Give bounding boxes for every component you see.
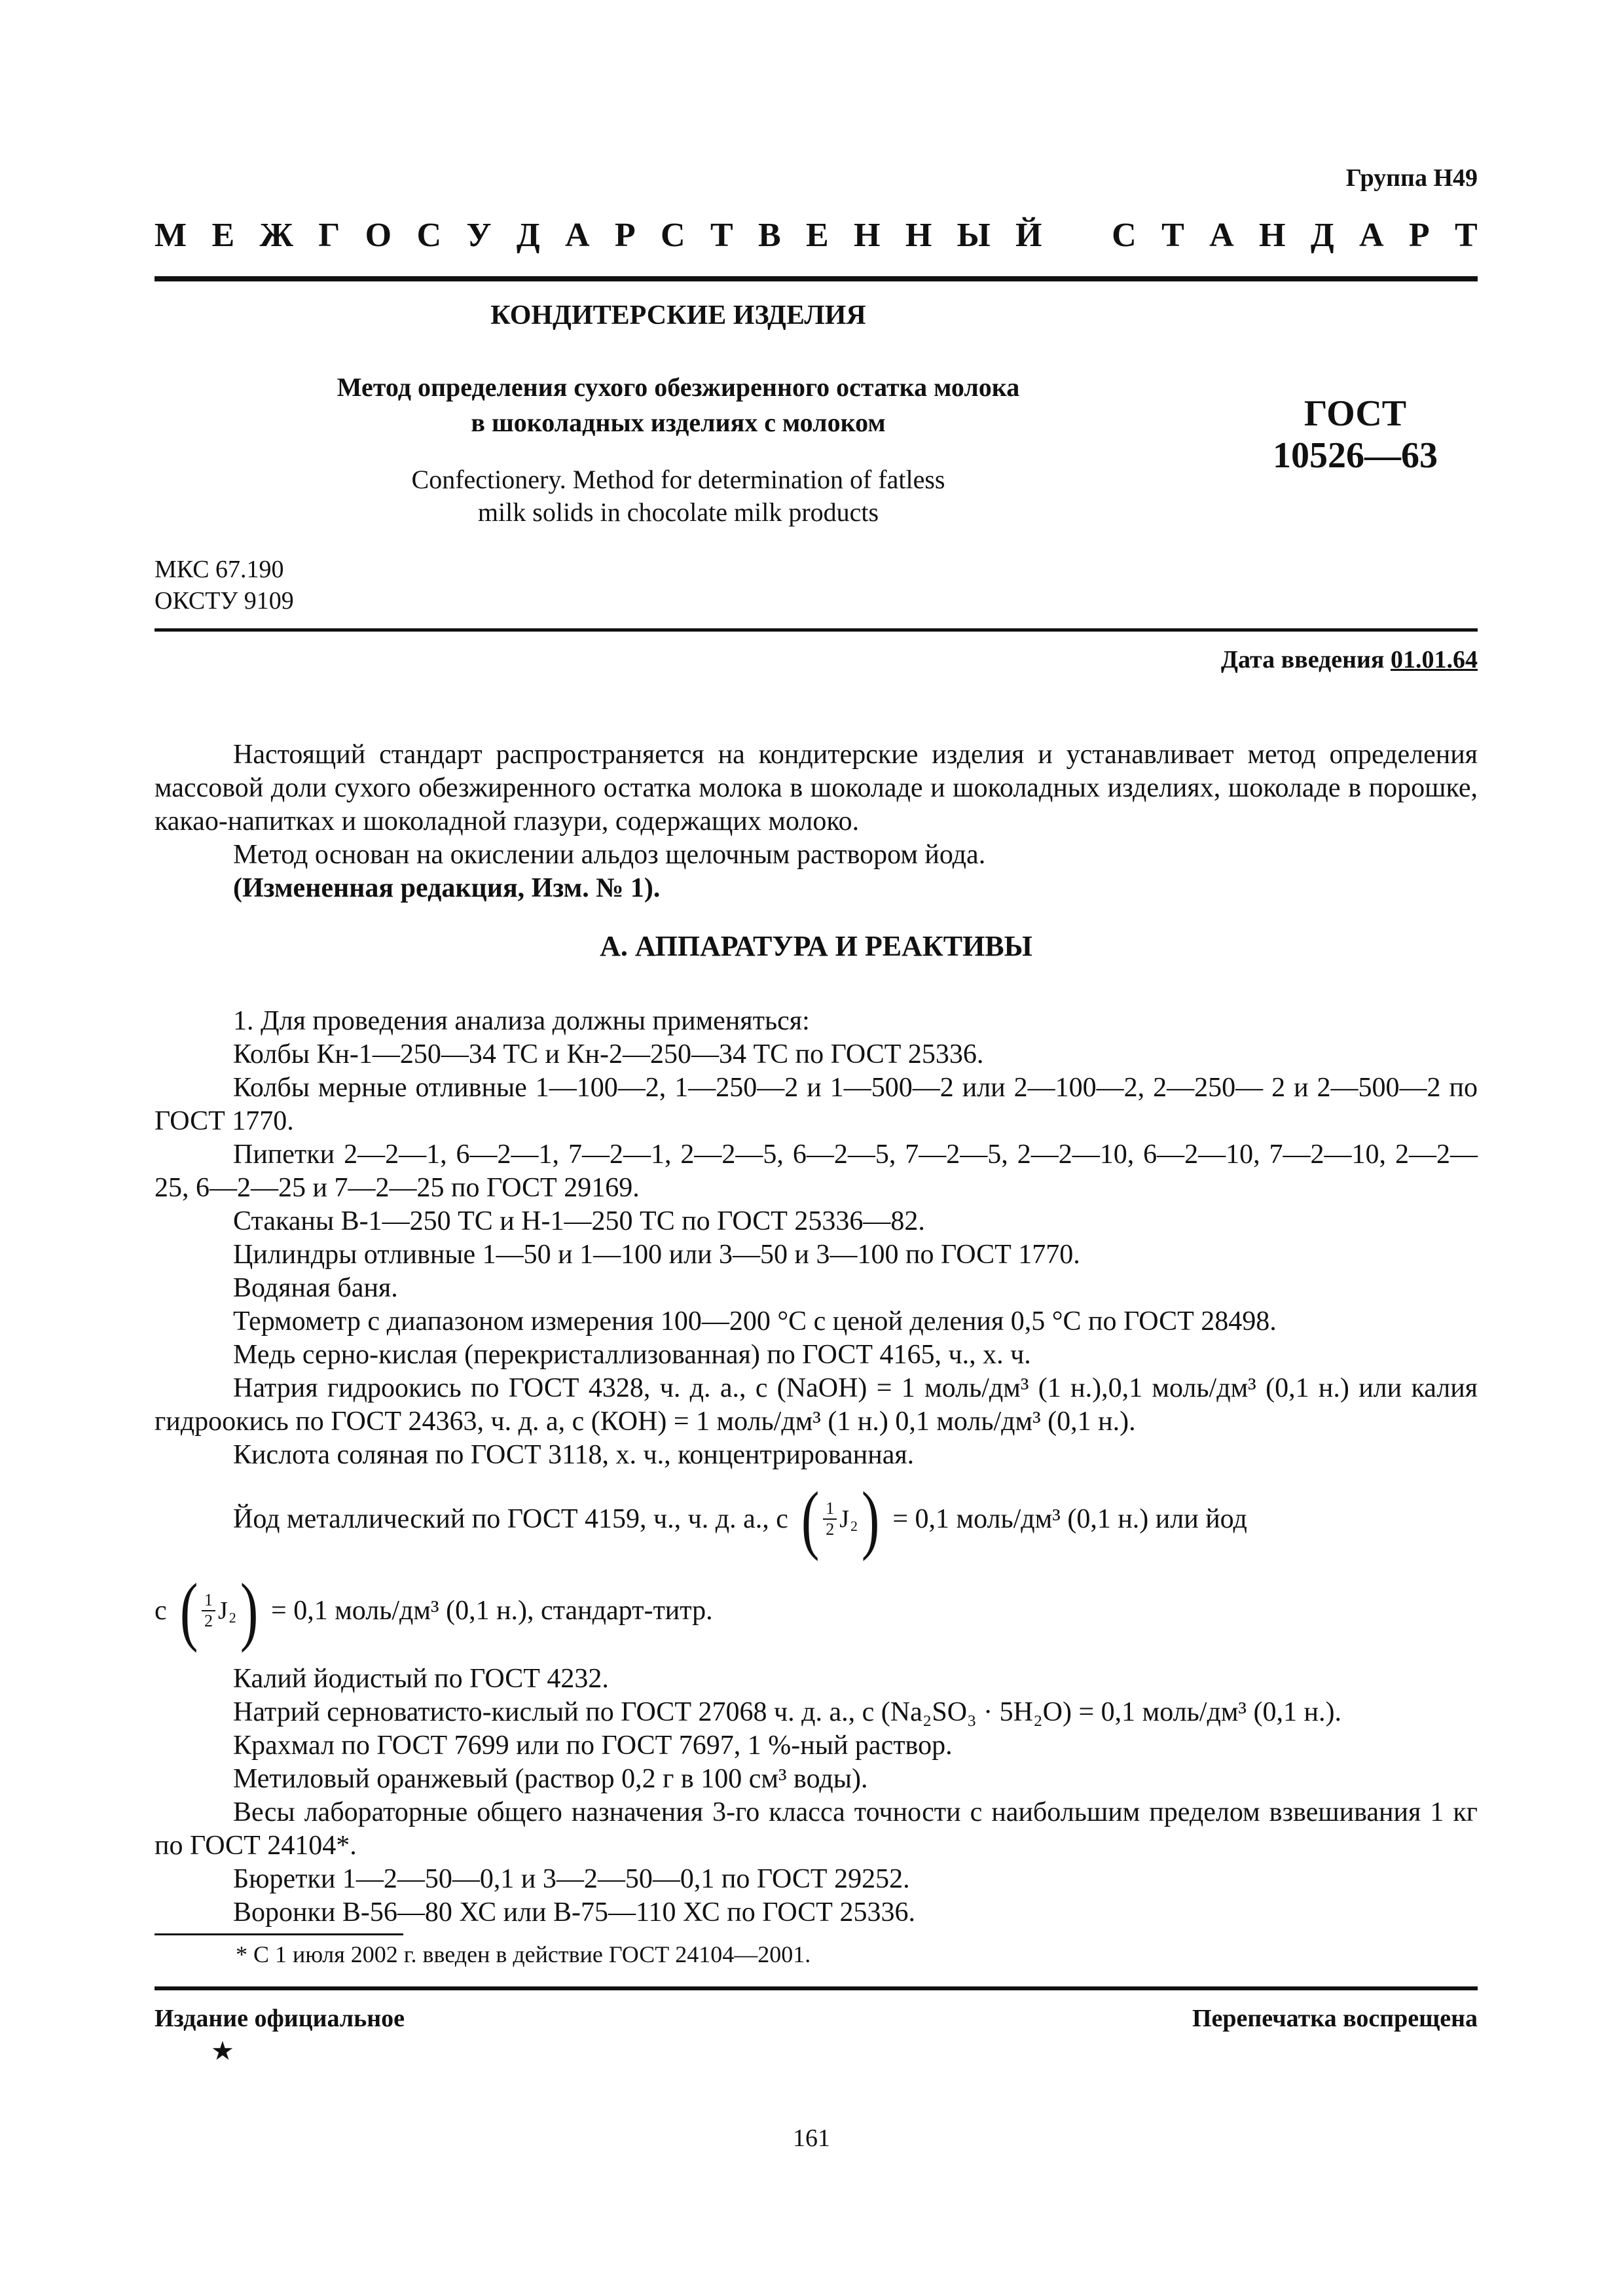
heading-letter: Ж bbox=[259, 217, 293, 254]
iodine2-text-before: с bbox=[155, 1595, 167, 1626]
mks-code: МКС 67.190 bbox=[155, 556, 284, 583]
heading-letter: Д bbox=[1310, 217, 1334, 254]
heading-letter: А bbox=[1359, 217, 1384, 254]
introduction-date-label: Дата введения bbox=[1220, 646, 1385, 673]
heading-letter: Е bbox=[806, 217, 829, 254]
gost-number: 10526—63 bbox=[1273, 435, 1438, 476]
list-item: Бюретки 1—2—50—0,1 и 3—2—50—0,1 по ГОСТ 29252. bbox=[233, 1864, 910, 1894]
list-item: Термометр с диапазоном измерения 100—200 °С с ценой деления 0,5 °С по ГОСТ 28498. bbox=[233, 1306, 1277, 1336]
codes-rule bbox=[155, 628, 1478, 632]
english-title-line-1: Confectionery. Method for determination of fatless bbox=[411, 465, 945, 494]
page-number: 161 bbox=[793, 2125, 830, 2152]
heading-letter: Д bbox=[516, 217, 540, 254]
section-a-items bbox=[155, 1005, 1478, 1472]
heading-letter: Е bbox=[211, 217, 235, 254]
left-paren: ( bbox=[801, 1476, 820, 1562]
fraction-numerator: 1 bbox=[823, 1499, 837, 1520]
reprint-prohibited-label: Перепечатка воспрещена bbox=[1192, 2005, 1478, 2032]
iodine-text-after: = 0,1 моль/дм³ (0,1 н.) или йод bbox=[892, 1503, 1247, 1534]
heading-letter: С bbox=[416, 217, 442, 254]
list-item: Цилиндры отливные 1—50 и 1—100 или 3—50 и 3—100 по ГОСТ 1770. bbox=[233, 1240, 1080, 1270]
iodine-subscript: 2 bbox=[228, 1609, 236, 1626]
header-rule bbox=[155, 276, 1478, 281]
list-item: Воронки В-56—80 ХС или В-75—110 ХС по ГОСТ 25336. bbox=[233, 1897, 915, 1928]
heading-letter: А bbox=[565, 217, 590, 254]
method-title-line-1: Метод определения сухого обезжиренного остатка молока bbox=[337, 372, 1020, 402]
heading-letter: Н bbox=[1259, 217, 1286, 254]
fraction-numerator: 1 bbox=[202, 1590, 215, 1611]
heading-letter: М bbox=[155, 217, 187, 254]
iodine-line-2 bbox=[155, 1568, 1478, 1653]
method-title-line-2: в шоколадных изделиях с молоком bbox=[471, 408, 886, 437]
fraction-one-half bbox=[823, 1499, 837, 1539]
list-item: Натрий серноватисто-кислый по ГОСТ 27068 ч. д. а., с (Na₂SO₃ · 5H₂O) = 0,1 моль/дм³ (0,1 н.). bbox=[233, 1697, 1341, 1727]
iodine-line bbox=[155, 1476, 1478, 1562]
english-title bbox=[155, 463, 1202, 529]
classification-codes bbox=[155, 554, 294, 617]
heading-letter: У bbox=[466, 217, 492, 254]
left-paren: ( bbox=[179, 1568, 198, 1653]
fraction-one-half bbox=[202, 1590, 215, 1631]
right-paren: ) bbox=[861, 1476, 880, 1562]
standard-type-heading bbox=[155, 216, 1478, 255]
gost-label: ГОСТ bbox=[1304, 393, 1407, 434]
list-item: Медь серно-кислая (перекристаллизованная) по ГОСТ 4165, ч., х. ч. bbox=[233, 1340, 1031, 1370]
heading-letter: Ы bbox=[957, 217, 991, 254]
intro-paragraph-scope: Настоящий стандарт распространяется на кондитерские изделия и устанавливает метод определения массовой доли сухого обезжиренного остатка молока в шоколаде и шоколадных изделиях, шоколаде в порошке, какао-напитках и шоколадной глазури, содержащих молоко. bbox=[155, 740, 1478, 836]
iodine2-text-after: = 0,1 моль/дм³ (0,1 н.), стандарт-титр. bbox=[271, 1595, 713, 1626]
method-title bbox=[155, 370, 1202, 440]
iodine-fraction bbox=[797, 1476, 883, 1562]
heading-letter: Т bbox=[710, 217, 733, 254]
list-item: Колбы Кн-1—250—34 ТС и Кн-2—250—34 ТС по ГОСТ 25336. bbox=[233, 1039, 984, 1069]
list-item: Стаканы В-1—250 ТС и Н-1—250 ТС по ГОСТ 25336—82. bbox=[233, 1206, 925, 1236]
heading-letter: Р bbox=[614, 217, 636, 254]
heading-letter: О bbox=[365, 217, 392, 254]
intro-section bbox=[155, 738, 1478, 905]
heading-letter: Н bbox=[905, 217, 932, 254]
intro-paragraph-method: Метод основан на окислении альдоз щелочным раствором йода. bbox=[233, 840, 986, 870]
english-title-line-2: milk solids in chocolate milk products bbox=[477, 497, 879, 527]
iodine-symbol: J bbox=[217, 1596, 228, 1624]
group-label: Группа Н49 bbox=[1345, 164, 1478, 192]
gost-designation bbox=[1231, 393, 1480, 476]
heading-letter: Й bbox=[1015, 217, 1042, 254]
iodine-subscript: 2 bbox=[850, 1517, 858, 1534]
star-icon: ★ bbox=[211, 2036, 234, 2066]
iodine-text-before: Йод металлический по ГОСТ 4159, ч., ч. д. а., с bbox=[233, 1503, 788, 1534]
heading-letter: Т bbox=[1161, 217, 1184, 254]
heading-letter: А bbox=[1209, 217, 1234, 254]
list-item: Колбы мерные отливные 1—100—2, 1—250—2 и 1—500—2 или 2—100—2, 2—250— 2 и 2—500—2 по ГОСТ 1770. bbox=[155, 1073, 1478, 1136]
section-a-items-continued bbox=[155, 1662, 1478, 1929]
footnote: * С 1 июля 2002 г. введен в действие ГОСТ 24104—2001. bbox=[236, 1941, 811, 1967]
official-edition-label: Издание официальное bbox=[155, 2005, 405, 2032]
fraction-denominator: 2 bbox=[204, 1611, 213, 1630]
heading-letter: Р bbox=[1408, 217, 1430, 254]
iodine2-fraction bbox=[176, 1568, 262, 1653]
list-item: Кислота соляная по ГОСТ 3118, х. ч., концентрированная. bbox=[233, 1440, 915, 1470]
intro-amendment-note: (Измененная редакция, Изм. № 1). bbox=[233, 873, 661, 903]
list-item: Натрия гидроокись по ГОСТ 4328, ч. д. а., с (NaOH) = 1 моль/дм³ (1 н.),0,1 моль/дм³ (0,1 н.) или калия гидроокись по ГОСТ 24363, ч. д. а, с (КОН) = 1 моль/дм³ (1 н.) 0,1 моль/дм³ (0,1 н.). bbox=[155, 1373, 1478, 1437]
section-a-title: А. АППАРАТУРА И РЕАКТИВЫ bbox=[600, 930, 1032, 962]
fraction-denominator: 2 bbox=[826, 1520, 835, 1539]
okstu-code: ОКСТУ 9109 bbox=[155, 587, 294, 615]
list-item: Крахмал по ГОСТ 7699 или по ГОСТ 7697, 1 %-ный раствор. bbox=[233, 1731, 953, 1761]
right-paren: ) bbox=[240, 1568, 259, 1653]
introduction-date-value: 01.01.64 bbox=[1391, 646, 1478, 673]
heading-letter: С bbox=[661, 217, 685, 254]
list-item: Метиловый оранжевый (раствор 0,2 г в 100 см³ воды). bbox=[233, 1764, 868, 1794]
list-item: Калий йодистый по ГОСТ 4232. bbox=[233, 1664, 609, 1694]
heading-letter: Т bbox=[1454, 217, 1478, 254]
heading-letter: Н bbox=[854, 217, 881, 254]
list-item: Весы лабораторные общего назначения 3-го класса точности с наибольшим пределом взвешивания 1 кг по ГОСТ 24104*. bbox=[155, 1797, 1478, 1861]
list-item: Водяная баня. bbox=[233, 1273, 398, 1303]
introduction-date bbox=[1221, 645, 1478, 674]
footer-rule bbox=[155, 1986, 1478, 1990]
heading-letter bbox=[1067, 216, 1087, 255]
list-item: 1. Для проведения анализа должны применяться: bbox=[233, 1006, 810, 1036]
heading-letter: С bbox=[1112, 217, 1137, 254]
footnote-rule bbox=[155, 1933, 403, 1935]
list-item: Пипетки 2—2—1, 6—2—1, 7—2—1, 2—2—5, 6—2—5, 7—2—5, 2—2—10, 6—2—10, 7—2—10, 2—2—25, 6—2—25 и 7—2—25 по ГОСТ 29169. bbox=[155, 1139, 1478, 1203]
iodine-symbol: J bbox=[839, 1505, 850, 1533]
heading-letter: В bbox=[757, 217, 781, 254]
product-title: КОНДИТЕРСКИЕ ИЗДЕЛИЯ bbox=[490, 300, 866, 331]
heading-letter: Г bbox=[318, 217, 340, 254]
